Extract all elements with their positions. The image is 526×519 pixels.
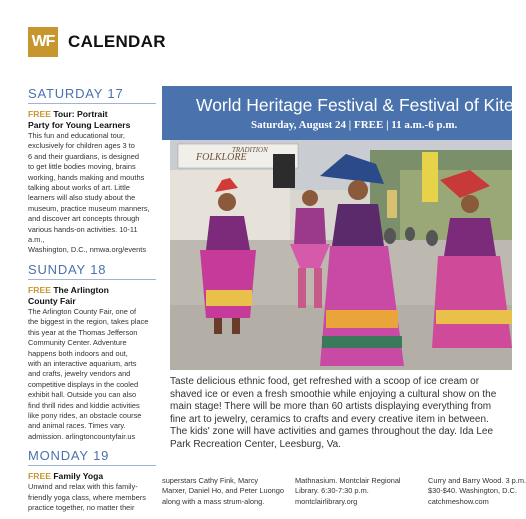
- bottom-column-1: [162, 476, 286, 507]
- event-line: with an interactive aquarium, arts: [28, 358, 137, 368]
- event-line: talking about works of art. Little: [28, 183, 130, 193]
- day-heading: SATURDAY 17: [28, 86, 156, 104]
- feature-line: Taste delicious ethnic food, get refreshed with a scoop of ice cream or: [170, 376, 480, 387]
- event-line: practice together, no matter their: [28, 502, 135, 512]
- feature-line: Park Recreation Center, Leesburg, Va.: [170, 438, 342, 450]
- text-line: montclairlibrary.org: [295, 496, 358, 506]
- text-line: Curry and Barry Wood. 3 p.m.: [428, 476, 526, 485]
- event-title: [28, 285, 156, 307]
- event-line: working, hands making and mouths: [28, 172, 145, 182]
- day-section-saturday: [28, 86, 156, 256]
- event-title-line-1: Tour: Portrait: [53, 109, 108, 119]
- feature-banner: [162, 86, 523, 140]
- event-title-line-1: Family Yoga: [53, 471, 104, 482]
- feature-title: World Heritage Festival & Festival of Kites: [196, 95, 523, 115]
- event-description: [28, 131, 156, 256]
- free-tag: FREE: [28, 284, 51, 295]
- event-title: [28, 471, 156, 482]
- event-line: like pony rides, an obstacle course: [28, 410, 142, 420]
- text-line: Library. 6:30-7:30 p.m.: [295, 486, 369, 496]
- event-title-line-2: County Fair: [28, 295, 76, 306]
- event-line: friendly yoga class, where members: [28, 492, 146, 502]
- event-line: The Arlington County Fair, one of: [28, 306, 137, 316]
- sign-text-tradition: TRADITION: [232, 146, 268, 154]
- event-line: exclusively for children ages 3 to: [28, 141, 135, 151]
- event-line: Washington, D.C., nmwa.org/events: [28, 245, 147, 255]
- text-line: along with a mass strum-along.: [162, 496, 265, 506]
- event-line: and animal races. Times vary.: [28, 421, 126, 431]
- event-line: exhibit hall. Outside you can also: [28, 390, 137, 400]
- event-line: This fun and educational tour,: [28, 131, 125, 140]
- event-line: to get little bodies moving, brains: [28, 162, 136, 172]
- wf-logo: WF: [28, 27, 58, 57]
- event-description: [28, 482, 156, 513]
- event-line: various hands-on activities. 10-11 a.m.,: [28, 224, 138, 245]
- event-line: the biggest in the region, takes place: [28, 317, 149, 327]
- day-section-monday: [28, 448, 156, 513]
- event-title-line-2: Party for Young Learners: [28, 120, 131, 130]
- event-line: admission. arlingtoncountyfair.us: [28, 431, 136, 441]
- feature-description: [170, 376, 512, 452]
- day-heading: SUNDAY 18: [28, 262, 156, 280]
- sign-text-folklore: FOLKLORE: [196, 152, 247, 163]
- page-title: CALENDAR: [68, 32, 166, 51]
- event-title-line-1: The Arlington: [53, 284, 109, 295]
- free-tag: FREE: [28, 109, 51, 119]
- event-title: [28, 109, 156, 131]
- event-line: Community Center. Adventure: [28, 338, 127, 348]
- text-line: Mathnasium. Montclair Regional: [295, 476, 401, 485]
- event-line: competitive displays in the cooled: [28, 379, 139, 389]
- event-description: [28, 307, 156, 442]
- event-line: find thrill rides and kiddie activities: [28, 400, 140, 410]
- free-tag: FREE: [28, 471, 51, 482]
- feature-line: The kids' zone will have activities and games throughout the day. Ida Lee: [170, 426, 494, 438]
- calendar-column: [28, 86, 156, 519]
- event-line: and discover art concepts through: [28, 214, 140, 224]
- text-line: $30-$40. Washington, D.C.: [428, 486, 517, 496]
- feature-line: fine art to jewelry, ceramics to crafts and every creative item in between.: [170, 413, 489, 425]
- event-line: 6 and their guardians, is designed: [28, 151, 139, 161]
- feature-line: shaved ice or even a fresh smoothie while enjoying a cultural show on the: [170, 388, 497, 400]
- feature-subtitle: Saturday, August 24 | FREE | 11 a.m.-6 p.m.: [251, 119, 458, 131]
- event-line: happens both indoors and out,: [28, 348, 128, 358]
- text-line: superstars Cathy Fink, Marcy: [162, 476, 259, 485]
- page-header: [28, 26, 166, 58]
- festival-photo: [170, 140, 512, 370]
- event-line: Unwind and relax with this family-: [28, 482, 138, 492]
- event-line: museum, practice museum manners,: [28, 203, 150, 213]
- festival-photo-illustration: [170, 140, 512, 370]
- day-heading: MONDAY 19: [28, 448, 156, 466]
- event-line: learners will also study about the: [28, 193, 136, 203]
- text-line: Marxer, Daniel Ho, and Peter Luongo: [162, 486, 285, 496]
- event-line: this year at the Thomas Jefferson: [28, 327, 138, 337]
- event-line: and crafts, jewelry vendors and: [28, 369, 131, 379]
- bottom-column-2: [295, 476, 419, 507]
- feature-line: main stage! There will be more than 60 artists displaying everything from: [170, 401, 492, 413]
- bottom-column-3: [428, 476, 526, 507]
- text-line: catchmeshow.com: [428, 496, 489, 506]
- day-section-sunday: [28, 262, 156, 442]
